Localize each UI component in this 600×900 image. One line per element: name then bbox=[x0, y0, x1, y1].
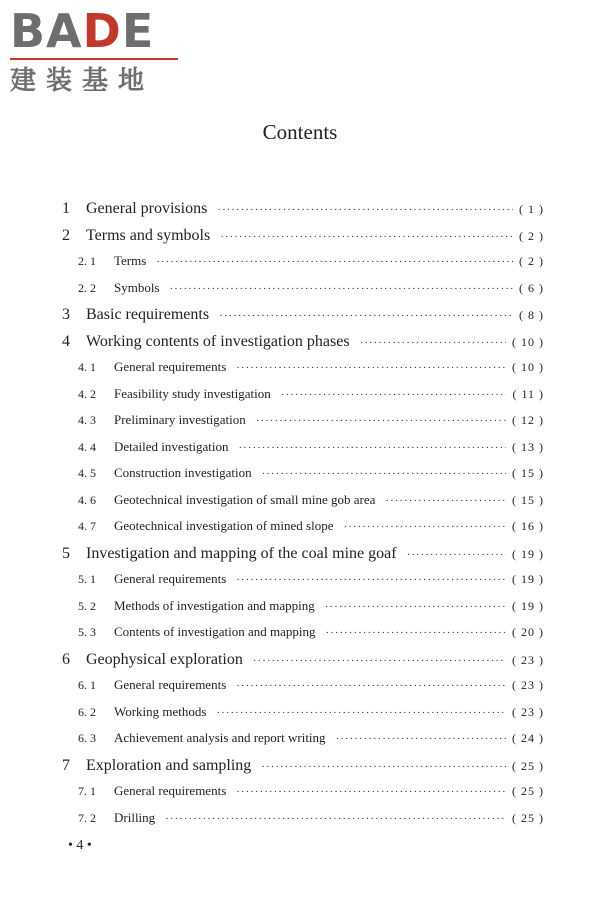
toc-entry-page: ( 12 ) bbox=[512, 413, 544, 427]
toc-entry-title: Detailed investigation bbox=[114, 439, 229, 454]
toc-leader-dots bbox=[281, 389, 507, 401]
toc-entry[interactable] bbox=[62, 306, 544, 330]
toc-entry[interactable] bbox=[62, 518, 544, 542]
toc-entry-page: ( 23 ) bbox=[512, 705, 544, 719]
toc-leader-dots bbox=[385, 495, 506, 507]
toc-entry-page: ( 16 ) bbox=[512, 519, 544, 533]
toc-leader-dots bbox=[236, 680, 506, 692]
toc-entry[interactable] bbox=[62, 730, 544, 754]
toc-entry[interactable] bbox=[62, 253, 544, 277]
toc-entry[interactable] bbox=[62, 571, 544, 595]
toc-entry[interactable] bbox=[62, 386, 544, 410]
toc-entry-number: 5. 3 bbox=[78, 625, 96, 639]
toc-entry-title: Basic requirements bbox=[86, 306, 210, 323]
toc-leader-dots bbox=[256, 415, 506, 427]
toc-entry-number: 4 bbox=[62, 333, 70, 350]
toc-entry-title: Exploration and sampling bbox=[86, 757, 252, 774]
logo-wordmark: BADE bbox=[10, 4, 155, 58]
toc-entry-number: 2 bbox=[62, 227, 70, 244]
toc-entry[interactable] bbox=[62, 200, 544, 224]
toc-entry[interactable] bbox=[62, 227, 544, 251]
toc-entry-title: General requirements bbox=[114, 359, 227, 374]
toc-entry-number: 2. 2 bbox=[78, 281, 96, 295]
toc-entry[interactable] bbox=[62, 783, 544, 807]
toc-entry[interactable] bbox=[62, 333, 544, 357]
toc-entry[interactable] bbox=[62, 598, 544, 622]
toc-entry-page: ( 2 ) bbox=[519, 254, 544, 268]
toc-entry-number: 6. 1 bbox=[78, 678, 96, 692]
toc-leader-dots bbox=[217, 204, 513, 216]
logo-underline bbox=[10, 58, 178, 60]
toc-entry-number: 6 bbox=[62, 651, 70, 668]
toc-entry-page: ( 11 ) bbox=[512, 387, 544, 401]
toc-entry-title: Achievement analysis and report writing bbox=[114, 730, 326, 745]
toc-entry[interactable] bbox=[62, 439, 544, 463]
toc-entry-number: 3 bbox=[62, 306, 70, 323]
toc-entry-page: ( 1 ) bbox=[519, 202, 544, 216]
toc-entry[interactable] bbox=[62, 359, 544, 383]
toc-entry-page: ( 20 ) bbox=[512, 625, 544, 639]
toc-entry-title: General provisions bbox=[86, 200, 208, 217]
toc-leader-dots bbox=[344, 521, 507, 533]
toc-entry-page: ( 2 ) bbox=[519, 229, 544, 243]
toc-entry-number: 5. 1 bbox=[78, 572, 96, 586]
toc-entry[interactable] bbox=[62, 624, 544, 648]
toc-entry-page: ( 10 ) bbox=[512, 360, 544, 374]
page-title: Contents bbox=[262, 120, 338, 144]
toc-leader-dots bbox=[236, 786, 506, 798]
toc-entry-page: ( 15 ) bbox=[512, 493, 544, 507]
toc-entry-page: ( 13 ) bbox=[512, 440, 544, 454]
toc-entry-title: Construction investigation bbox=[114, 465, 252, 480]
toc-entry-title: Investigation and mapping of the coal mine goaf bbox=[86, 545, 397, 562]
toc-leader-dots bbox=[253, 655, 506, 667]
toc-entry-page: ( 23 ) bbox=[512, 678, 544, 692]
toc-entry-title: Methods of investigation and mapping bbox=[114, 598, 315, 613]
toc-entry-page: ( 25 ) bbox=[512, 784, 544, 798]
brand-logo bbox=[10, 6, 190, 96]
toc-entry-number: 7. 1 bbox=[78, 784, 96, 798]
toc-entry[interactable] bbox=[62, 412, 544, 436]
toc-entry-number: 6. 2 bbox=[78, 705, 96, 719]
toc-leader-dots bbox=[325, 601, 506, 613]
toc-entry[interactable] bbox=[62, 704, 544, 728]
page-number: • 4 • bbox=[68, 838, 92, 853]
toc-leader-dots bbox=[238, 442, 506, 454]
toc-entry[interactable] bbox=[62, 651, 544, 675]
toc-leader-dots bbox=[325, 627, 506, 639]
toc-entry-number: 7 bbox=[62, 757, 70, 774]
toc-entry-number: 4. 7 bbox=[78, 519, 96, 533]
toc-entry-page: ( 19 ) bbox=[512, 599, 544, 613]
toc-leader-dots bbox=[156, 256, 513, 268]
toc-entry-title: Feasibility study investigation bbox=[114, 386, 271, 401]
logo-subtitle: 建装基地 bbox=[10, 66, 155, 96]
toc-entry-number: 1 bbox=[62, 200, 70, 217]
toc-leader-dots bbox=[165, 813, 506, 825]
toc-entry-number: 4. 1 bbox=[78, 360, 96, 374]
toc-entry[interactable] bbox=[62, 677, 544, 701]
toc-leader-dots bbox=[262, 468, 506, 480]
toc-entry-number: 6. 3 bbox=[78, 731, 96, 745]
toc-leader-dots bbox=[216, 707, 506, 719]
toc-entry-page: ( 25 ) bbox=[512, 811, 544, 825]
toc-entry-page: ( 24 ) bbox=[512, 731, 544, 745]
toc-entry-number: 4. 2 bbox=[78, 387, 96, 401]
toc-entry-title: Drilling bbox=[114, 810, 156, 825]
toc-entry[interactable] bbox=[62, 757, 544, 781]
toc-entry-number: 2. 1 bbox=[78, 254, 96, 268]
toc-entry-number: 4. 3 bbox=[78, 413, 96, 427]
toc-entry-title: Working contents of investigation phases bbox=[86, 333, 350, 350]
toc-entry-title: General requirements bbox=[114, 677, 227, 692]
toc-entry-title: Geotechnical investigation of mined slope bbox=[114, 518, 334, 533]
toc-leader-dots bbox=[236, 574, 506, 586]
toc-leader-dots bbox=[360, 337, 506, 349]
toc-entry[interactable] bbox=[62, 545, 544, 569]
toc-entry-title: Terms bbox=[114, 253, 147, 268]
toc-entry[interactable] bbox=[62, 465, 544, 489]
toc-entry-title: General requirements bbox=[114, 783, 227, 798]
toc-entry-page: ( 25 ) bbox=[512, 759, 544, 773]
toc-leader-dots bbox=[170, 283, 513, 295]
toc-entry-number: 4. 4 bbox=[78, 440, 96, 454]
toc-entry-page: ( 15 ) bbox=[512, 466, 544, 480]
toc-entry-title: Terms and symbols bbox=[86, 227, 211, 244]
toc-entry-page: ( 19 ) bbox=[512, 572, 544, 586]
toc-entry-number: 5. 2 bbox=[78, 599, 96, 613]
toc-entry-number: 4. 6 bbox=[78, 493, 96, 507]
toc-entry-page: ( 6 ) bbox=[519, 281, 544, 295]
toc-leader-dots bbox=[220, 231, 513, 243]
toc-entry-number: 4. 5 bbox=[78, 466, 96, 480]
toc-entry-page: ( 23 ) bbox=[512, 653, 544, 667]
toc-entry-title: Symbols bbox=[114, 280, 160, 295]
toc-entry-title: General requirements bbox=[114, 571, 227, 586]
toc-entry-number: 5 bbox=[62, 545, 70, 562]
toc-entry-title: Contents of investigation and mapping bbox=[114, 624, 316, 639]
toc-entry-page: ( 8 ) bbox=[519, 308, 544, 322]
toc-leader-dots bbox=[219, 310, 513, 322]
toc-entry-title: Geotechnical investigation of small mine gob area bbox=[114, 492, 376, 507]
toc-entry-number: 7. 2 bbox=[78, 811, 96, 825]
toc-entry-page: ( 10 ) bbox=[512, 335, 544, 349]
toc-entry-title: Geophysical exploration bbox=[86, 651, 243, 668]
toc-entry-page: ( 19 ) bbox=[512, 547, 544, 561]
toc-entry-title: Working methods bbox=[114, 704, 207, 719]
toc-entry[interactable] bbox=[62, 280, 544, 304]
toc-leader-dots bbox=[407, 549, 506, 561]
toc-leader-dots bbox=[236, 362, 506, 374]
toc-entry[interactable] bbox=[62, 810, 544, 834]
toc-leader-dots bbox=[336, 733, 506, 745]
toc-entry-title: Preliminary investigation bbox=[114, 412, 246, 427]
toc-entry[interactable] bbox=[62, 492, 544, 516]
toc-leader-dots bbox=[261, 761, 506, 773]
